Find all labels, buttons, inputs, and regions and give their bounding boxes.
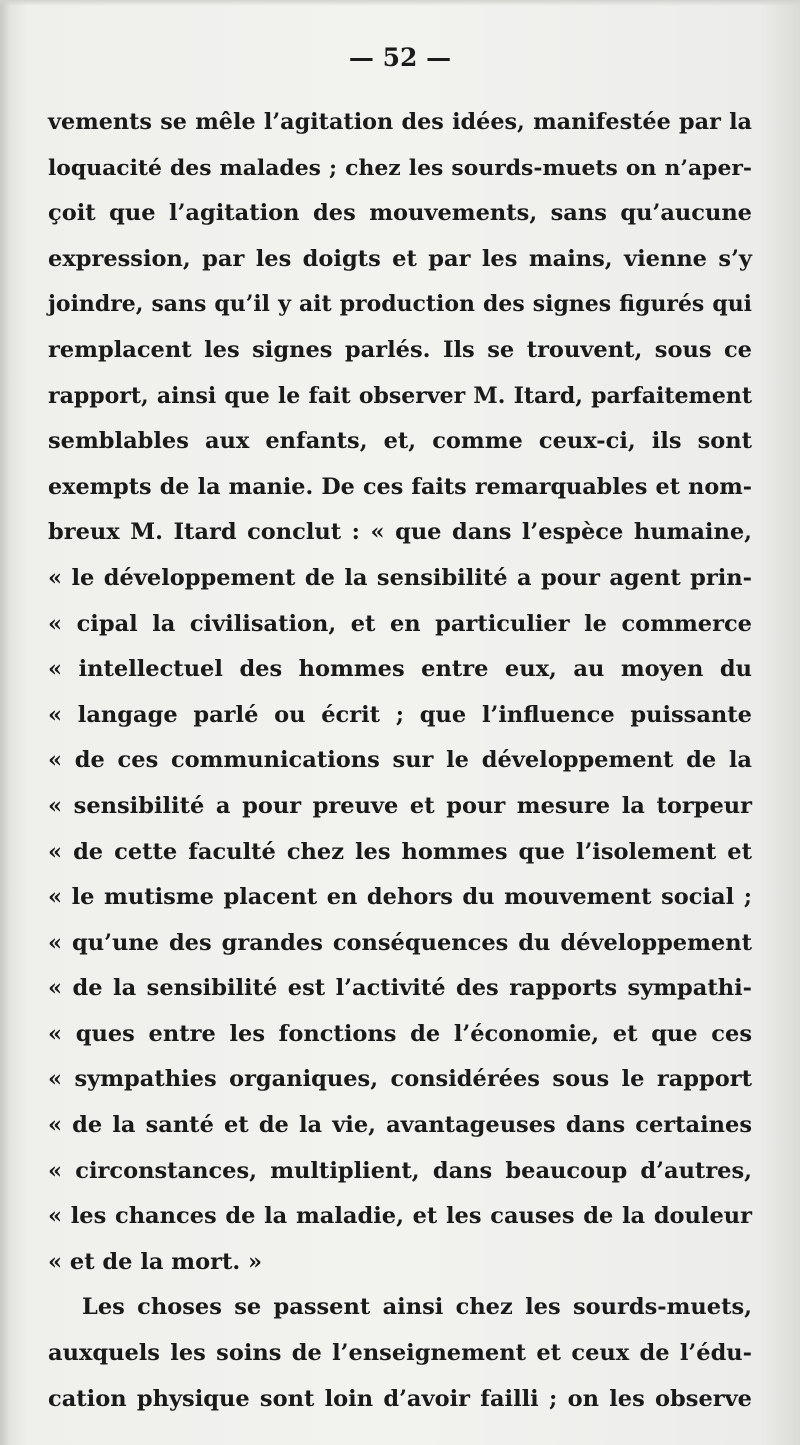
text-line: exempts de la manie. De ces faits remarquables et nom- (48, 473, 752, 500)
quote-line: « de la sensibilité est l’activité des rapports sympathi- (48, 975, 752, 1002)
text-line: çoit que l’agitation des mouvements, sans qu’aucune (48, 200, 752, 227)
quote-line: « et de la mort. » (48, 1248, 263, 1275)
page-top-shadow (0, 0, 800, 6)
text-line: remplacent les signes parlés. Ils se trouvent, sous ce (48, 336, 752, 363)
text-line: semblables aux enfants, et, comme ceux-ci, ils sont (48, 428, 752, 455)
quote-line: « de ces communications sur le développement de la (48, 747, 752, 774)
quote-line: « ques entre les fonctions de l’économie, et que ces (48, 1020, 752, 1047)
body-text (48, 100, 752, 1422)
quote-line: « qu’une des grandes conséquences du développement (48, 929, 752, 956)
text-line: auxquels les soins de l’enseignement et ceux de l’édu- (48, 1340, 752, 1367)
text-line: vements se mêle l’agitation des idées, manifestée par la (48, 109, 752, 135)
text-line: loquacité des malades ; chez les sourds-muets on n’aper- (48, 154, 752, 181)
text-line: rapport, ainsi que le fait observer M. Itard, parfaitement (48, 382, 752, 409)
quote-line: « langage parlé ou écrit ; que l’influence puissante (48, 701, 752, 728)
quote-line: « le développement de la sensibilité a pour agent prin- (48, 564, 752, 591)
paragraph-start-line: Les choses se passent ainsi chez les sourds-muets, (82, 1294, 752, 1321)
quote-line: « les chances de la maladie, et les causes de la douleur (48, 1203, 752, 1230)
quote-line: « sympathies organiques, considérées sous le rapport (48, 1066, 752, 1093)
quote-line: « sensibilité a pour preuve et pour mesure la torpeur (48, 792, 752, 819)
text-line: joindre, sans qu’il y ait production des signes figurés qui (48, 291, 752, 318)
text-line: expression, par les doigts et par les mains, vienne s’y (48, 245, 752, 272)
quote-line: « de la santé et de la vie, avantageuses dans certaines (48, 1112, 752, 1139)
quote-line: « de cette faculté chez les hommes que l’isolement et (48, 838, 752, 865)
quote-line: « cipal la civilisation, et en particulier le commerce (48, 610, 752, 637)
quote-line: « le mutisme placent en dehors du mouvement social ; (48, 884, 752, 911)
text-line: cation physique sont loin d’avoir failli ; on les observe (48, 1385, 752, 1412)
page-edge-shadow (0, 0, 10, 1445)
quote-line: « intellectuel des hommes entre eux, au moyen du (48, 656, 752, 683)
text-line: breux M. Itard conclut : « que dans l’espèce humaine, (48, 519, 752, 546)
page-number: — 52 — (348, 43, 452, 72)
quote-line: « circonstances, multiplient, dans beaucoup d’autres, (48, 1157, 752, 1184)
